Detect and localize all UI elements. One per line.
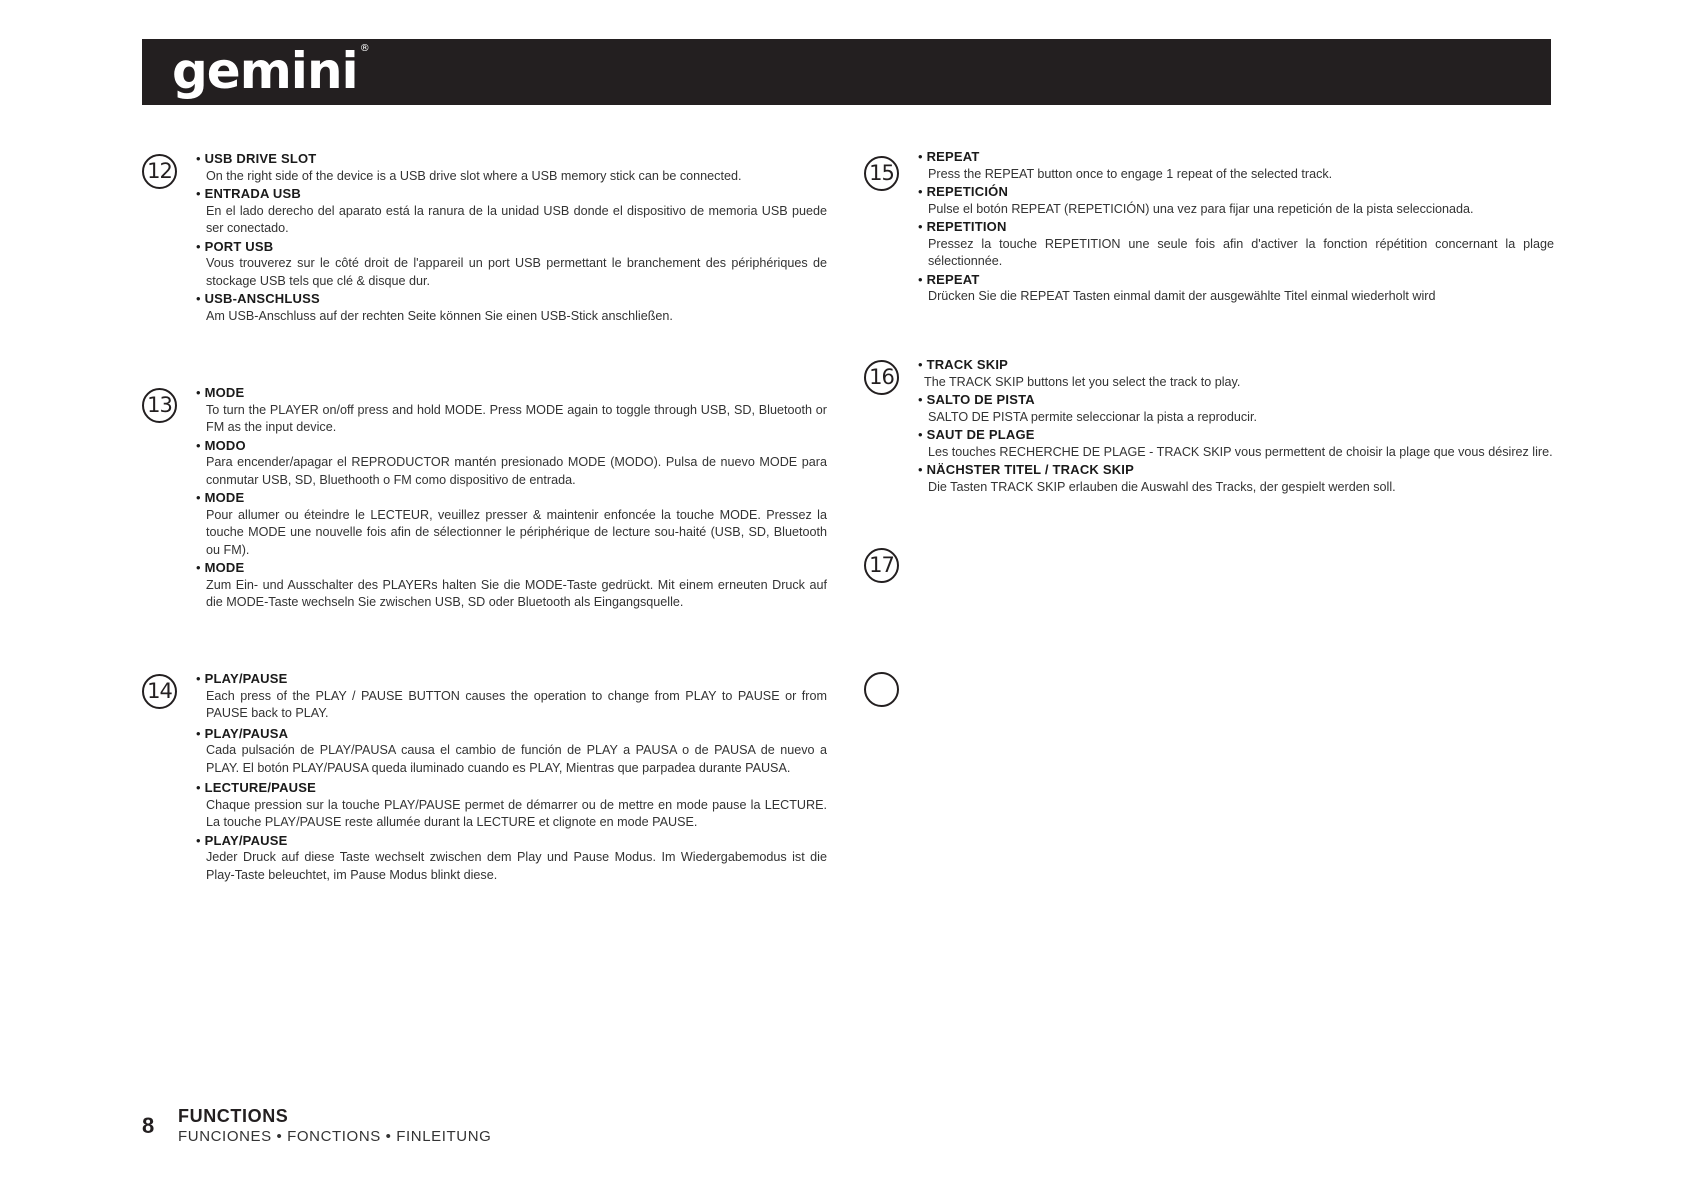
section-number-badge: 15 bbox=[864, 156, 899, 191]
section-entries bbox=[196, 150, 827, 325]
entry-text: Cada pulsación de PLAY/PAUSA causa el cambio de función de PLAY a PAUSA o de PAUSA de nuevo a PLAY. El botón PLAY/PAUSA queda iluminado cuando es PLAY, Mientras que parpadea durante PAUSA. bbox=[206, 743, 827, 775]
entry-text: En el lado derecho del aparato está la ranura de la unidad USB donde el dispositivo de memoria USB puede ser conectado. bbox=[206, 203, 827, 235]
entry-title: • PLAY/PAUSE bbox=[196, 832, 827, 850]
entry-title: • USB-ANSCHLUSS bbox=[196, 290, 827, 308]
footer-title: FUNCTIONS bbox=[178, 1106, 289, 1126]
entry-title: • MODE bbox=[196, 384, 827, 402]
entry-title: • NÄCHSTER TITEL / TRACK SKIP bbox=[918, 461, 1554, 479]
entry-text: Drücken Sie die REPEAT Tasten einmal damit der ausgewählte Titel einmal wiederholt wird bbox=[928, 289, 1436, 303]
gemini-logo: gemini ® bbox=[172, 42, 369, 100]
entry-title: • REPETITION bbox=[918, 218, 1554, 236]
entry-text: Para encender/apagar el REPRODUCTOR mantén presionado MODE (MODO). Pulsa de nuevo MODE para conmutar USB, SD, Bluethooth o FM como dispositivo de entrada. bbox=[206, 455, 827, 487]
section-number-badge: 12 bbox=[142, 154, 177, 189]
entry-text: Pressez la touche REPETITION une seule fois afin d'activer la fonction répétition concernant la plage sélectionnée. bbox=[928, 236, 1554, 268]
entry-text: Zum Ein- und Ausschalter des PLAYERs halten Sie die MODE-Taste gedrückt. Mit einem erneuten Druck auf die MODE-Taste wechseln Sie zwischen USB, SD oder Bluetooth als Eingangsquelle. bbox=[206, 577, 827, 609]
entry-title: • PLAY/PAUSE bbox=[196, 670, 827, 688]
section-number-badge-empty bbox=[864, 672, 899, 707]
section-entries bbox=[918, 356, 1554, 496]
entry-text: Les touches RECHERCHE DE PLAGE - TRACK SKIP vous permettent de choisir la plage que vous désirez lire. bbox=[928, 444, 1553, 459]
section-entries bbox=[918, 148, 1554, 306]
entry-title: • REPEAT bbox=[918, 148, 1554, 166]
entry-title: • PLAY/PAUSA bbox=[196, 725, 827, 743]
entry-title: • MODE bbox=[196, 559, 827, 577]
entry-text: Die Tasten TRACK SKIP erlauben die Auswahl des Tracks, der gespielt werden soll. bbox=[928, 479, 1396, 494]
entry-title: • USB DRIVE SLOT bbox=[196, 150, 827, 168]
entry-title: • LECTURE/PAUSE bbox=[196, 779, 827, 797]
footer-subtitle: FUNCIONES • FONCTIONS • FINLEITUNG bbox=[178, 1128, 492, 1145]
entry-text: The TRACK SKIP buttons let you select the track to play. bbox=[924, 374, 1241, 389]
entry-text: Pulse el botón REPEAT (REPETICIÓN) una vez para fijar una repetición de la pista seleccionada. bbox=[928, 201, 1474, 216]
entry-title: • MODO bbox=[196, 437, 827, 455]
entry-title: • SAUT DE PLAGE bbox=[918, 426, 1554, 444]
section-entries bbox=[196, 670, 827, 884]
entry-title: • ENTRADA USB bbox=[196, 185, 827, 203]
entry-text: To turn the PLAYER on/off press and hold MODE. Press MODE again to toggle through USB, SD, Bluetooth or FM as the input device. bbox=[206, 402, 827, 434]
entry-title: • PORT USB bbox=[196, 238, 827, 256]
section-number-badge: 16 bbox=[864, 360, 899, 395]
entry-text: Am USB-Anschluss auf der rechten Seite können Sie einen USB-Stick anschließen. bbox=[206, 308, 673, 323]
entry-text: Jeder Druck auf diese Taste wechselt zwischen dem Play und Pause Modus. Im Wiedergabemodus ist die Play-Taste beleuchtet, im Pause Modus blinkt diese. bbox=[206, 850, 827, 882]
entry-title: • MODE bbox=[196, 489, 827, 507]
entry-text: Vous trouverez sur le côté droit de l'appareil un port USB permettant le branchement des périphériques de stockage USB tels que clé & disque dur. bbox=[206, 256, 827, 288]
entry-title: • REPETICIÓN bbox=[918, 183, 1554, 201]
entry-text: Press the REPEAT button once to engage 1 repeat of the selected track. bbox=[928, 166, 1333, 181]
section-number-badge: 13 bbox=[142, 388, 177, 423]
page-number: 8 bbox=[142, 1113, 155, 1138]
entry-title: • TRACK SKIP bbox=[918, 356, 1554, 374]
section-entries bbox=[196, 384, 827, 612]
entry-title: • REPEAT bbox=[918, 271, 1554, 289]
section-number-badge: 17 bbox=[864, 548, 899, 583]
entry-title: • SALTO DE PISTA bbox=[918, 391, 1554, 409]
entry-text: Pour allumer ou éteindre le LECTEUR, veuillez presser & maintenir enfoncée la touche MODE. Pressez la touche MODE une nouvelle fois afin de sélectionner le périphérique de lecture sou-haité (USB, SD, Bluetooth ou FM). bbox=[206, 507, 827, 557]
entry-text: Each press of the PLAY / PAUSE BUTTON causes the operation to change from PLAY to PAUSE or from PAUSE back to PLAY. bbox=[206, 688, 827, 720]
entry-text: Chaque pression sur la touche PLAY/PAUSE permet de démarrer ou de mettre en mode pause la LECTURE. La touche PLAY/PAUSE reste allumée durant la LECTURE et clignote en mode PAUSE. bbox=[206, 797, 827, 829]
entry-text: On the right side of the device is a USB drive slot where a USB memory stick can be connected. bbox=[206, 168, 742, 183]
section-number-badge: 14 bbox=[142, 674, 177, 709]
entry-text: SALTO DE PISTA permite seleccionar la pista a reproducir. bbox=[928, 409, 1257, 424]
